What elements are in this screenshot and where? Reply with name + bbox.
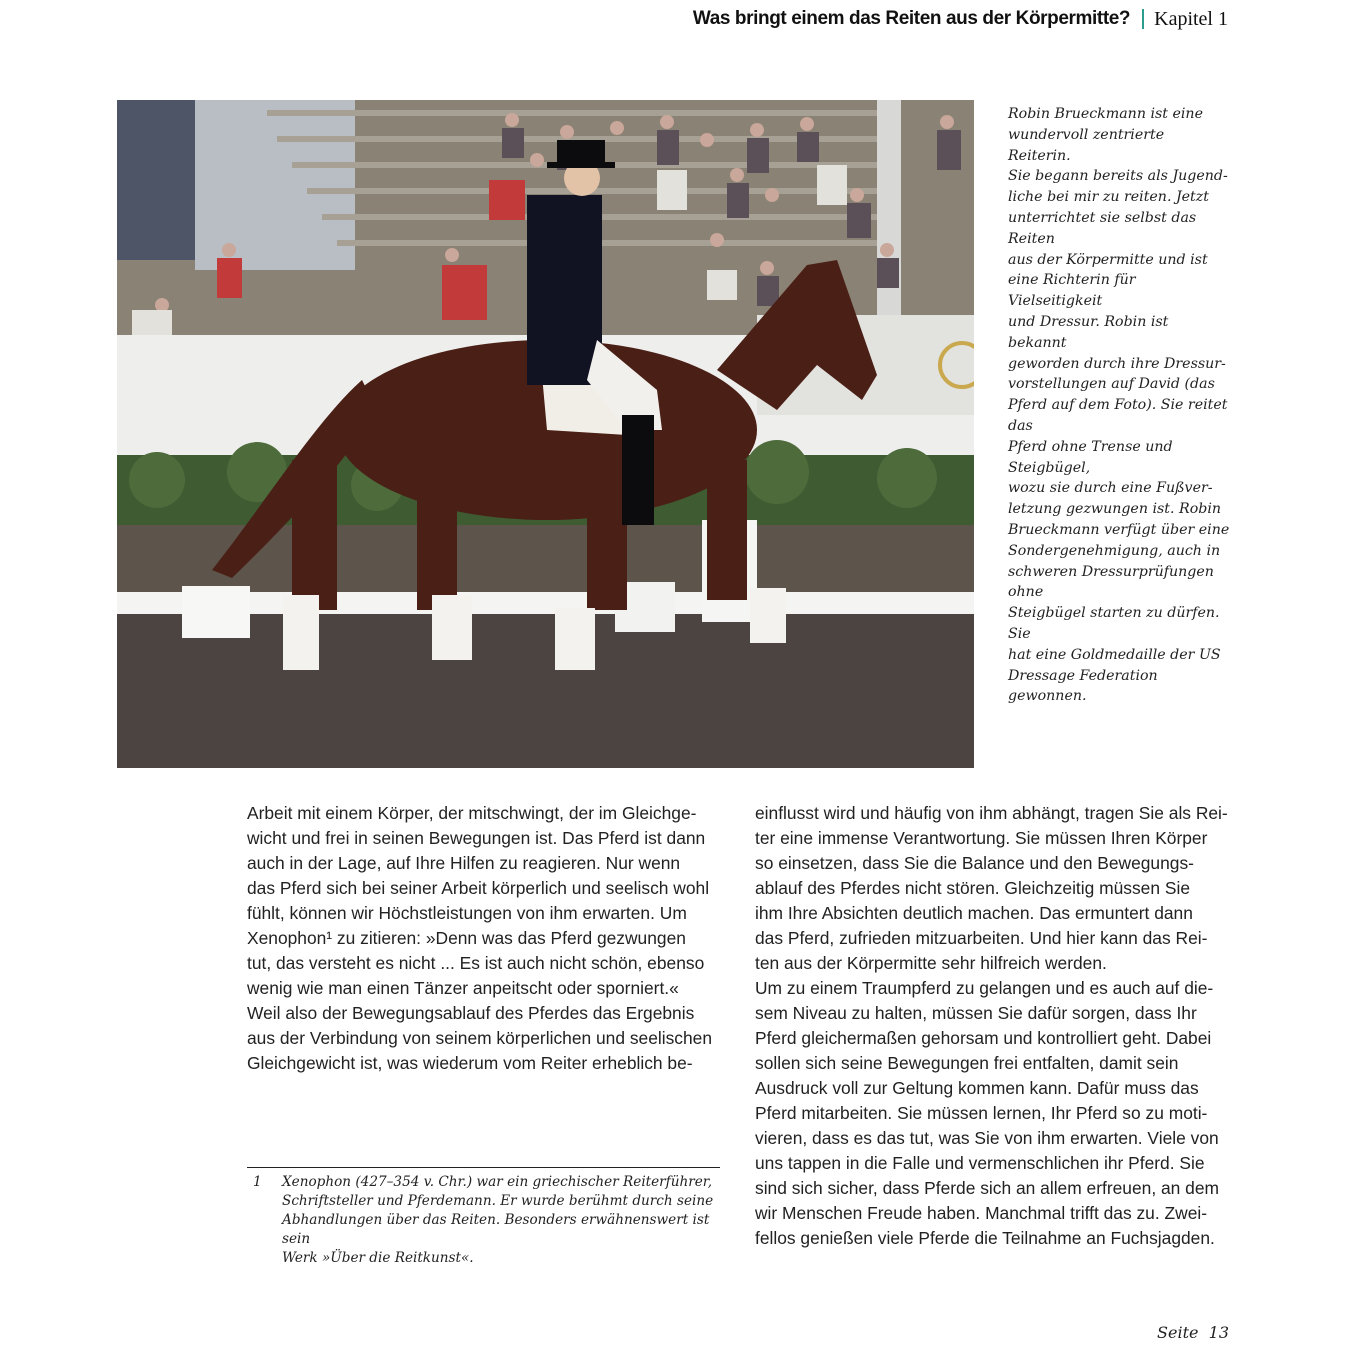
body-column-left: [247, 801, 721, 1076]
body-line: Um zu einem Traumpferd zu gelangen und es auch auf die-: [755, 978, 1214, 998]
caption-line: Robin Brueckmann ist eine: [1008, 106, 1203, 122]
caption-line: aus der Körpermitte und ist: [1008, 251, 1208, 268]
body-line: tut, das versteht es nicht ... Es ist auch nicht schön, ebenso: [247, 953, 705, 973]
body-line: auch in der Lage, auf Ihre Hilfen zu reagieren. Nur wenn: [247, 853, 681, 873]
running-header: [693, 6, 1228, 32]
body-line: wenig wie man einen Tänzer anpeitscht oder sporniert.«: [247, 978, 679, 998]
caption-line: Dressage Federation gewonnen.: [1008, 667, 1158, 705]
body-line: wicht und frei in seinen Bewegungen ist. Das Pferd ist dann: [247, 828, 706, 848]
footnote-rule: [247, 1167, 720, 1168]
body-line: vieren, dass es das tut, was Sie von ihm erwarten. Viele von: [755, 1128, 1219, 1148]
header-separator: [1142, 9, 1144, 29]
footnote-line: Abhandlungen über das Reiten. Besonders erwähnenswert ist sein: [282, 1212, 710, 1247]
body-line: einflusst wird und häufig von ihm abhängt, tragen Sie als Rei-: [755, 803, 1228, 823]
caption-line: hat eine Goldmedaille der US: [1008, 646, 1221, 663]
caption-line: unterrichtet sie selbst das Reiten: [1008, 209, 1197, 247]
caption-line: und Dressur. Robin ist bekannt: [1008, 313, 1169, 351]
body-line: das Pferd, zufrieden mitzuarbeiten. Und hier kann das Rei-: [755, 928, 1208, 948]
caption-line: wozu sie durch eine Fußver-: [1008, 480, 1213, 497]
page-number: [1157, 1323, 1229, 1342]
body-line: das Pferd sich bei seiner Arbeit körperlich und seelisch wohl: [247, 878, 710, 898]
caption-line: Sondergenehmigung, auch in: [1008, 542, 1221, 559]
body-line: Xenophon¹ zu zitieren: »Denn was das Pferd gezwungen: [247, 928, 686, 948]
caption-line: Pferd auf dem Foto). Sie reitet das: [1008, 397, 1228, 434]
body-line: sind sich sicher, dass Pferde sich an allem erfreuen, an dem: [755, 1178, 1219, 1198]
caption-line: Sie begann bereits als Jugend-: [1008, 168, 1228, 185]
caption-line: liche bei mir zu reiten. Jetzt: [1008, 189, 1209, 206]
footnote-line: Schriftsteller und Pferdemann. Er wurde berühmt durch seine: [282, 1193, 714, 1209]
caption-line: eine Richterin für Vielseitigkeit: [1008, 272, 1136, 310]
caption-line: vorstellungen auf David (das: [1008, 376, 1215, 393]
body-line: so einsetzen, dass Sie die Balance und den Bewegungs-: [755, 853, 1194, 873]
page-number-value: 13: [1208, 1323, 1229, 1342]
header-chapter: Kapitel 1: [1154, 7, 1228, 30]
caption-line: geworden durch ihre Dressur-: [1008, 355, 1226, 372]
body-line: sollen sich seine Bewegungen frei entfalten, damit sein: [755, 1053, 1179, 1073]
caption-line: letzung gezwungen ist. Robin: [1008, 501, 1221, 518]
body-line: wir Menschen Freude haben. Manchmal trifft das zu. Zwei-: [755, 1203, 1208, 1223]
body-column-right: [755, 801, 1229, 1251]
caption-line: Steigbügel starten zu dürfen. Sie: [1008, 605, 1220, 642]
caption-line: Brueckmann verfügt über eine: [1008, 521, 1230, 538]
body-line: aus der Verbindung von seinem körperlichen und seelischen: [247, 1028, 713, 1048]
footnote-line: Werk »Über die Reitkunst«.: [282, 1250, 474, 1266]
body-line: Pferd gleichermaßen gehorsam und kontrolliert geht. Dabei: [755, 1028, 1212, 1048]
footnote-line: Xenophon (427–354 v. Chr.) war ein griechischer Reiterführer,: [282, 1174, 713, 1190]
caption-line: schweren Dressurprüfungen ohne: [1008, 563, 1214, 601]
body-line: Arbeit mit einem Körper, der mitschwingt, der im Gleichge-: [247, 803, 697, 823]
body-line: sem Niveau zu halten, müssen Sie dafür sorgen, dass Ihr: [755, 1003, 1197, 1023]
footnote: [253, 1173, 723, 1268]
body-line: ter eine immense Verantwortung. Sie müssen Ihren Körper: [755, 828, 1208, 848]
body-line: Pferd mitarbeiten. Sie müssen lernen, Ihr Pferd so zu moti-: [755, 1103, 1208, 1123]
photo-caption: [1008, 104, 1230, 707]
body-line: fellos genießen viele Pferde die Teilnahme an Fuchsjagden.: [755, 1228, 1215, 1248]
body-line: ten aus der Körpermitte sehr hilfreich werden.: [755, 953, 1107, 973]
body-line: fühlt, können wir Höchstleistungen von ihm erwarten. Um: [247, 903, 687, 923]
body-line: Ausdruck voll zur Geltung kommen kann. Dafür muss das: [755, 1078, 1199, 1098]
body-line: Gleichgewicht ist, was wiederum vom Reiter erheblich be-: [247, 1053, 693, 1073]
body-line: Weil also der Bewegungsablauf des Pferdes das Ergebnis: [247, 1003, 695, 1023]
footnote-text: [282, 1173, 723, 1268]
body-line: uns tappen in die Falle und vermenschlichen ihr Pferd. Sie: [755, 1153, 1205, 1173]
caption-line: Pferd ohne Trense und Steigbügel,: [1008, 438, 1173, 476]
footnote-number: 1: [253, 1174, 262, 1190]
body-line: ihm Ihre Absichten deutlich machen. Das ermuntert dann: [755, 903, 1193, 923]
header-title: Was bringt einem das Reiten aus der Körpermitte?: [692, 8, 1131, 29]
caption-line: wundervoll zentrierte Reiterin.: [1008, 126, 1165, 164]
body-line: ablauf des Pferdes nicht stören. Gleichzeitig müssen Sie: [755, 878, 1190, 898]
page-label: Seite: [1157, 1323, 1199, 1342]
dressage-horse-photo: [117, 100, 974, 768]
